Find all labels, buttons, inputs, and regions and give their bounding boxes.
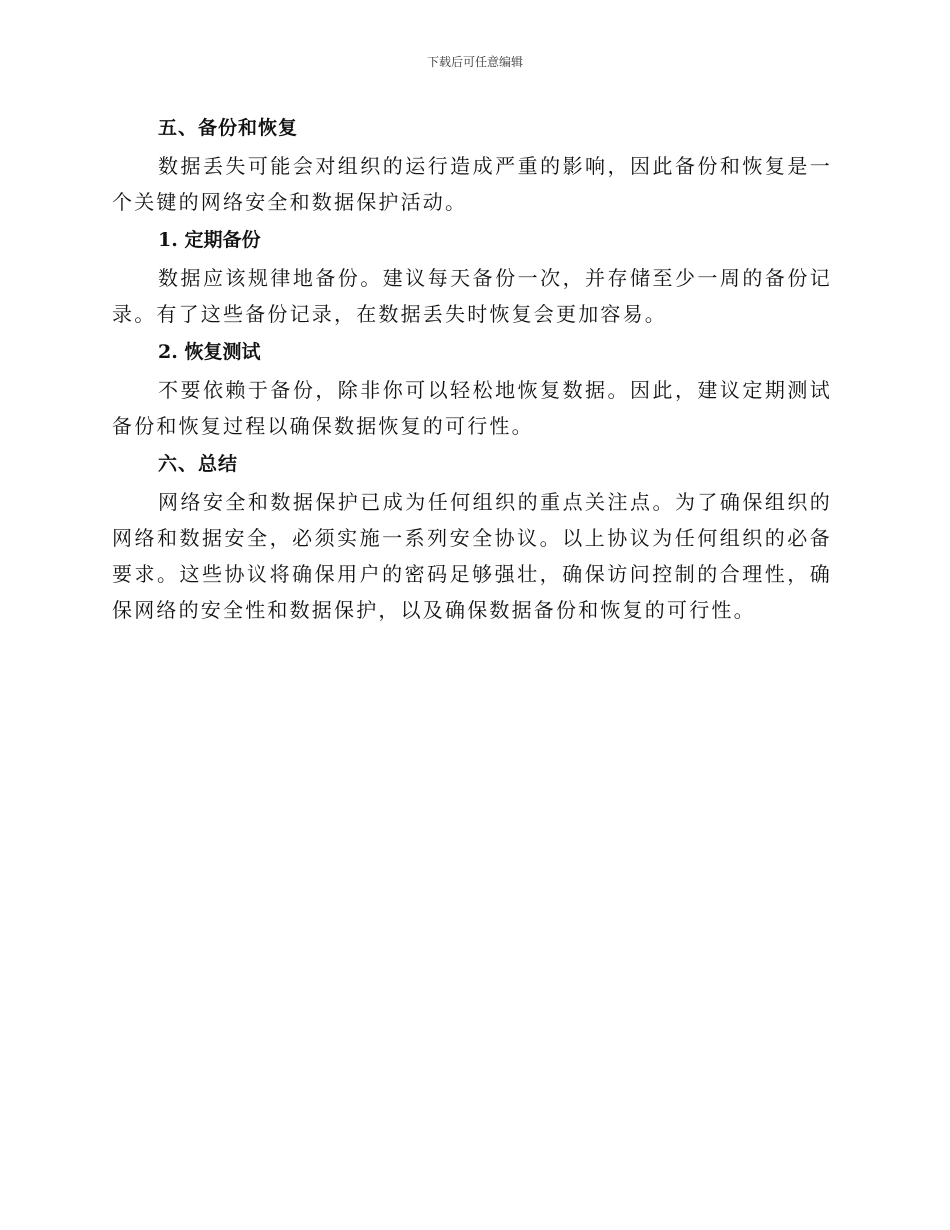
page-header: 下载后可任意编辑 xyxy=(426,55,523,69)
section-title-backup: 五、备份和恢复 xyxy=(158,117,299,139)
paragraph-restore-test: 不要依赖于备份，除非你可以轻松地恢复数据。因此，建议定期测试备份和恢复过程以确保数据恢复的可行性。 xyxy=(112,378,832,438)
paragraph-summary: 网络安全和数据保护已成为任何组织的重点关注点。为了确保组织的网络和数据安全，必须实施一系列安全协议。以上协议为任何组织的必备要求。这些协议将确保用户的密码足够强壮，确保访问控制的合理性，确保网络的安全性和数据保护，以及确保数据备份和恢复的可行性。 xyxy=(112,490,832,622)
document-body xyxy=(112,108,832,628)
subsection-title-regular-backup: 1. 定期备份 xyxy=(158,229,261,251)
paragraph-regular-backup: 数据应该规律地备份。建议每天备份一次，并存储至少一周的备份记录。有了这些备份记录，在数据丢失时恢复会更加容易。 xyxy=(112,266,832,326)
subsection-title-restore-test: 2. 恢复测试 xyxy=(158,341,261,363)
section-title-summary: 六、总结 xyxy=(158,453,239,475)
paragraph-backup-intro: 数据丢失可能会对组织的运行造成严重的影响，因此备份和恢复是一个关键的网络安全和数据保护活动。 xyxy=(112,154,832,214)
